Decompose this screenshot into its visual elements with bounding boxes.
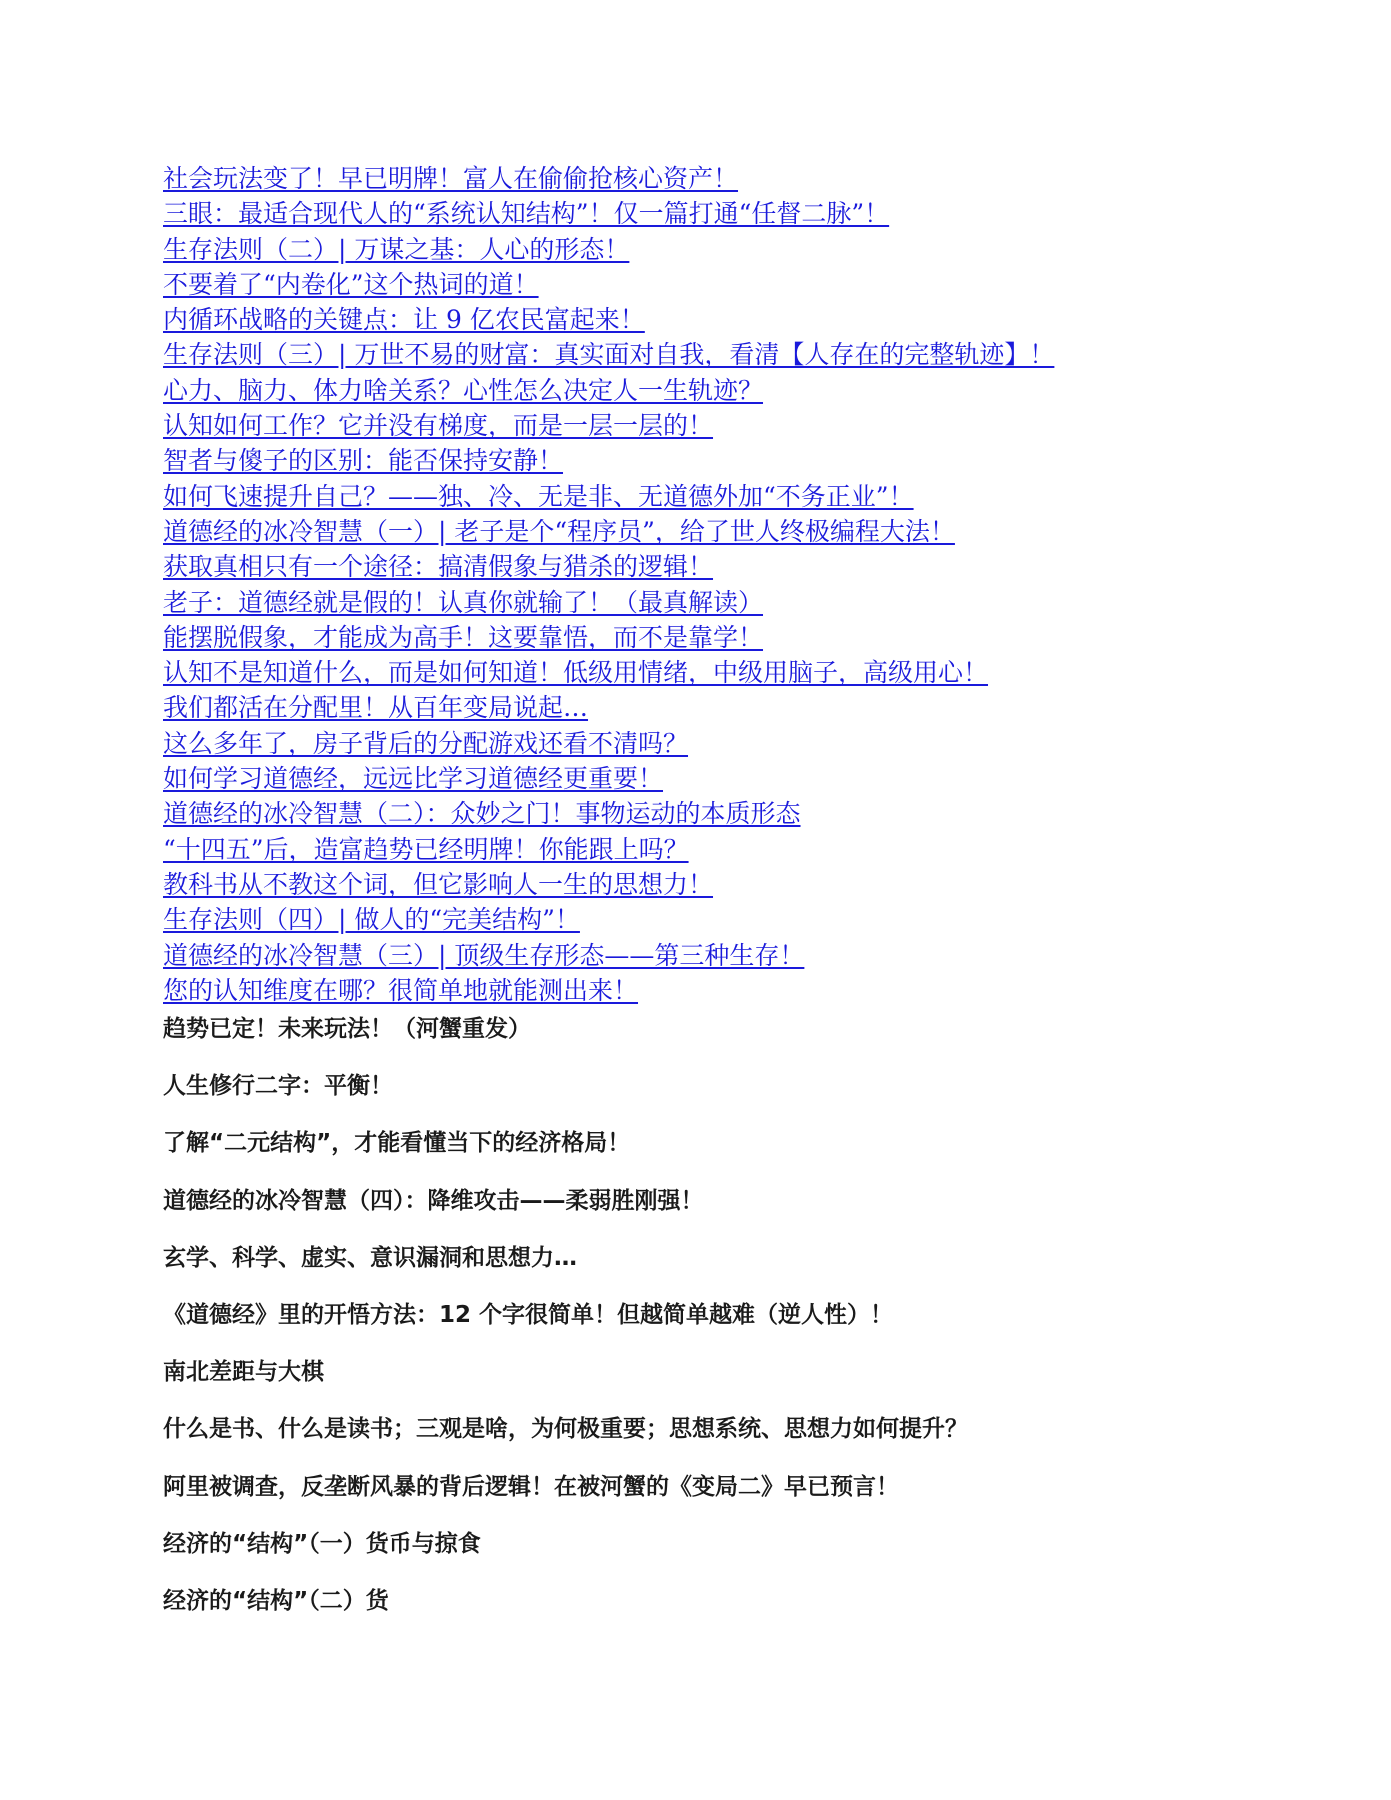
link-row [163,479,1313,514]
article-link[interactable]: 道德经的冰冷智慧（三）| 顶级生存形态——第三种生存！ [163,940,805,970]
link-row [163,337,1313,372]
link-row [163,232,1313,267]
article-heading: 阿里被调查，反垄断风暴的背后逻辑！在被河蟹的《变局二》早已预言！ [163,1473,899,1500]
article-link-list [163,161,1313,1008]
link-row [163,938,1313,973]
link-row [163,302,1313,337]
link-row [163,902,1313,937]
link-row [163,867,1313,902]
article-link[interactable]: 老子：道德经就是假的！认真你就输了！（最真解读） [163,587,764,617]
link-row [163,196,1313,231]
article-heading: 趋势已定！未来玩法！（河蟹重发） [163,1016,531,1042]
article-link[interactable]: 生存法则（二）| 万谋之基：人心的形态！ [163,234,630,264]
article-heading: 道德经的冰冷智慧（四）：降维攻击——柔弱胜刚强！ [163,1187,704,1214]
article-link[interactable]: 不要着了“内卷化”这个热词的道！ [163,269,539,299]
article-heading: 《道德经》里的开悟方法：12 个字很简单！但越简单越难（逆人性）！ [163,1301,894,1328]
link-row [163,796,1313,831]
link-row [163,973,1313,1008]
article-link[interactable]: 您的认知维度在哪？很简单地就能测出来！ [163,975,639,1005]
article-link[interactable]: 教科书从不教这个词，但它影响人一生的思想力！ [163,869,714,899]
article-heading-list [163,1009,1313,1638]
article-heading: 人生修行二字：平衡！ [163,1073,393,1100]
link-row [163,408,1313,443]
article-heading: 了解“二元结构”，才能看懂当下的经济格局！ [163,1130,631,1157]
link-row [163,726,1313,761]
link-row [163,690,1313,725]
article-link[interactable]: 社会玩法变了！早已明牌！富人在偷偷抢核心资产！ [163,164,739,193]
article-heading: 什么是书、什么是读书；三观是啥，为何极重要；思想系统、思想力如何提升？ [163,1416,968,1443]
article-link[interactable]: 这么多年了，房子背后的分配游戏还看不清吗？ [163,728,689,758]
article-link[interactable]: “十四五”后，造富趋势已经明牌！你能跟上吗？ [163,834,689,864]
article-link[interactable]: 认知如何工作？它并没有梯度，而是一层一层的！ [163,411,714,441]
article-link[interactable]: 内循环战略的关键点：让 9 亿农民富起来！ [163,305,645,335]
article-link[interactable]: 道德经的冰冷智慧（二）：众妙之门！事物运动的本质形态 [163,799,801,829]
article-link[interactable]: 能摆脱假象，才能成为高手！这要靠悟，而不是靠学！ [163,622,764,652]
link-row [163,585,1313,620]
link-row [163,832,1313,867]
article-heading: 经济的“结构”（一）货币与掠食 [163,1530,481,1557]
article-link[interactable]: 认知不是知道什么，而是如何知道！低级用情绪，中级用脑子，高级用心！ [163,658,989,688]
link-row [163,514,1313,549]
link-row [163,620,1313,655]
link-row [163,655,1313,690]
article-link[interactable]: 心力、脑力、体力啥关系？心性怎么决定人一生轨迹？ [163,375,764,405]
link-row [163,161,1313,196]
link-row [163,267,1313,302]
link-row [163,549,1313,584]
article-heading: 经济的“结构”（二）货 [163,1587,389,1614]
article-link[interactable]: 如何学习道德经，远远比学习道德经更重要！ [163,764,664,794]
article-link[interactable]: 道德经的冰冷智慧（一）| 老子是个“程序员”，给了世人终极编程大法！ [163,516,955,546]
article-link[interactable]: 如何飞速提升自己？——独、冷、无是非、无道德外加“不务正业”！ [163,481,914,511]
article-link[interactable]: 智者与傻子的区别：能否保持安静！ [163,446,564,476]
article-link[interactable]: 生存法则（四）| 做人的“完美结构”！ [163,905,580,935]
article-heading: 南北差距与大棋 [163,1359,324,1386]
article-link[interactable]: 三眼：最适合现代人的“系统认知结构”！仅一篇打通“任督二脉”！ [163,199,890,229]
link-row [163,761,1313,796]
article-link[interactable]: 生存法则（三）| 万世不易的财富：真实面对自我，看清【人存在的完整轨迹】！ [163,340,1055,370]
article-link[interactable]: 获取真相只有一个途径：搞清假象与猎杀的逻辑！ [163,552,714,582]
link-row [163,373,1313,408]
article-link[interactable]: 我们都活在分配里！从百年变局说起… [163,693,589,723]
link-row [163,443,1313,478]
article-heading: 玄学、科学、虚实、意识漏洞和思想力… [163,1244,577,1271]
